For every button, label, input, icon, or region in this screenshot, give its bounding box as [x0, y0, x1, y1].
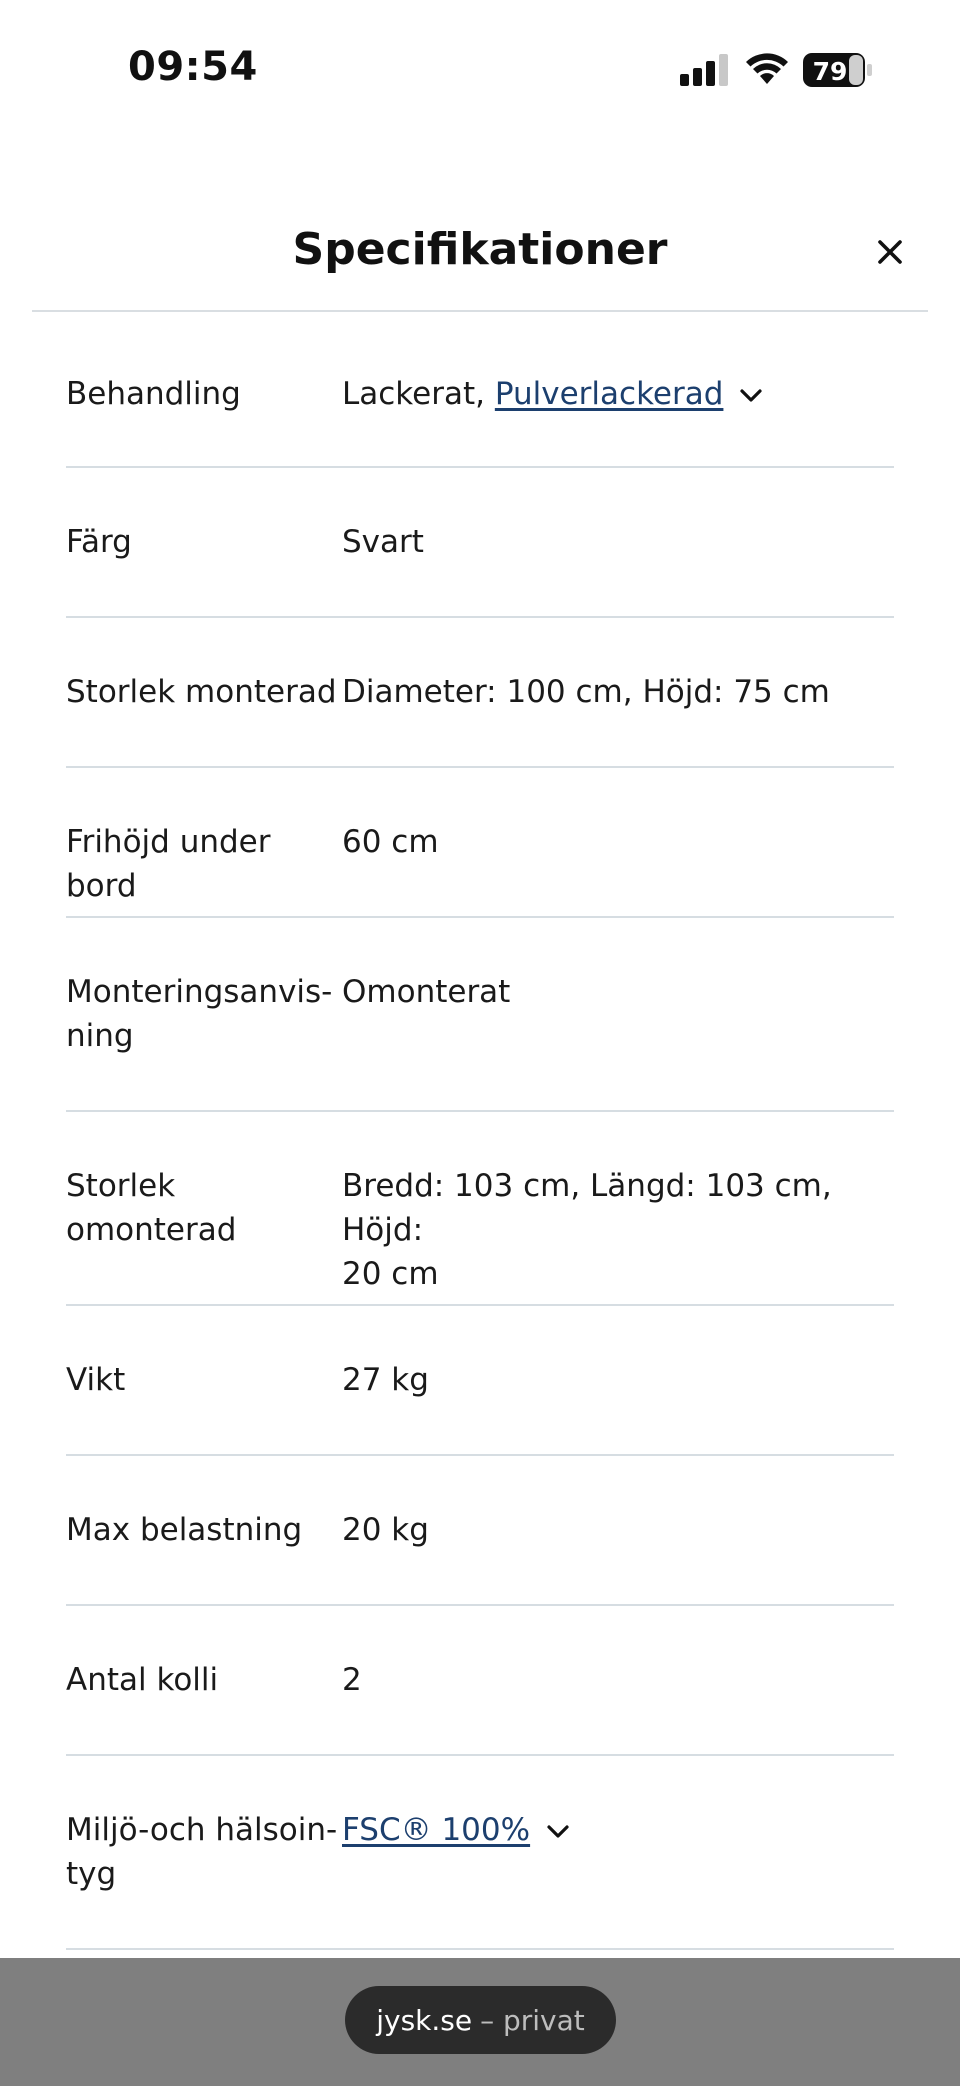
spec-value-line: Bredd: 103 cm, Längd: 103 cm, Höjd: — [342, 1168, 832, 1248]
spec-row-miljo-halsointyg — [66, 1756, 894, 1950]
spec-row-antal-kolli — [66, 1606, 894, 1756]
spec-row-monteringsanvisning — [66, 918, 894, 1112]
address-bar[interactable] — [345, 1986, 616, 2054]
status-time: 09:54 — [128, 44, 258, 90]
page-title: Specifikationer — [292, 224, 668, 275]
private-mode-label: – privat — [480, 2003, 585, 2037]
spec-label: Behandling — [66, 376, 241, 412]
close-icon — [877, 239, 903, 265]
cellular-signal-icon — [680, 54, 730, 86]
wifi-icon — [744, 50, 790, 86]
spec-value — [342, 1164, 894, 1304]
spec-label-line: ning — [66, 1018, 134, 1054]
spec-label — [66, 1808, 342, 1948]
spec-label: Max belastning — [66, 1512, 303, 1548]
spec-label-line: Monteringsanvis- — [66, 974, 333, 1010]
pulverlackerad-link[interactable]: Pulverlackerad — [494, 376, 724, 412]
spec-value: Diameter: 100 cm, Höjd: 75 cm — [342, 674, 830, 710]
spec-row-farg — [66, 468, 894, 618]
address-domain: jysk.se — [376, 2003, 473, 2037]
chevron-down-icon[interactable] — [739, 388, 763, 404]
spec-value: 2 — [342, 1662, 362, 1698]
spec-value: 20 kg — [342, 1512, 429, 1548]
battery-level: 79 — [812, 57, 848, 86]
spec-value: 27 kg — [342, 1362, 429, 1398]
spec-label: Färg — [66, 524, 132, 560]
spec-label-line: tyg — [66, 1856, 117, 1892]
status-bar — [0, 0, 960, 140]
header-divider — [32, 310, 928, 312]
spec-list — [66, 320, 894, 1950]
spec-value: Svart — [342, 524, 424, 560]
browser-bottom-bar — [0, 1958, 960, 2086]
modal-header — [0, 200, 960, 310]
spec-value — [342, 372, 894, 466]
spec-row-storlek-omonterad — [66, 1112, 894, 1306]
spec-value-line: 20 cm — [342, 1256, 439, 1292]
spec-label: Frihöjd under bord — [66, 824, 271, 904]
spec-row-storlek-monterad — [66, 618, 894, 768]
spec-value: Omonterat — [342, 974, 511, 1010]
chevron-down-icon[interactable] — [546, 1824, 570, 1840]
spec-label: Antal kolli — [66, 1662, 219, 1698]
battery-icon — [802, 52, 874, 88]
spec-label: Vikt — [66, 1362, 126, 1398]
spec-row-vikt — [66, 1306, 894, 1456]
spec-row-max-belastning — [66, 1456, 894, 1606]
spec-label — [66, 970, 342, 1110]
spec-value: 60 cm — [342, 824, 439, 860]
spec-label-line: Miljö-och hälsoin- — [66, 1812, 338, 1848]
spec-row-behandling — [66, 320, 894, 468]
spec-value — [342, 1808, 894, 1948]
spec-value-text: Lackerat, — [342, 376, 495, 412]
spec-label: Storlek monterad — [66, 674, 337, 710]
spec-label: Storlek omonterad — [66, 1168, 237, 1248]
close-button[interactable] — [868, 230, 912, 274]
spec-row-frihojd — [66, 768, 894, 918]
fsc-link[interactable]: FSC® 100% — [342, 1812, 531, 1848]
